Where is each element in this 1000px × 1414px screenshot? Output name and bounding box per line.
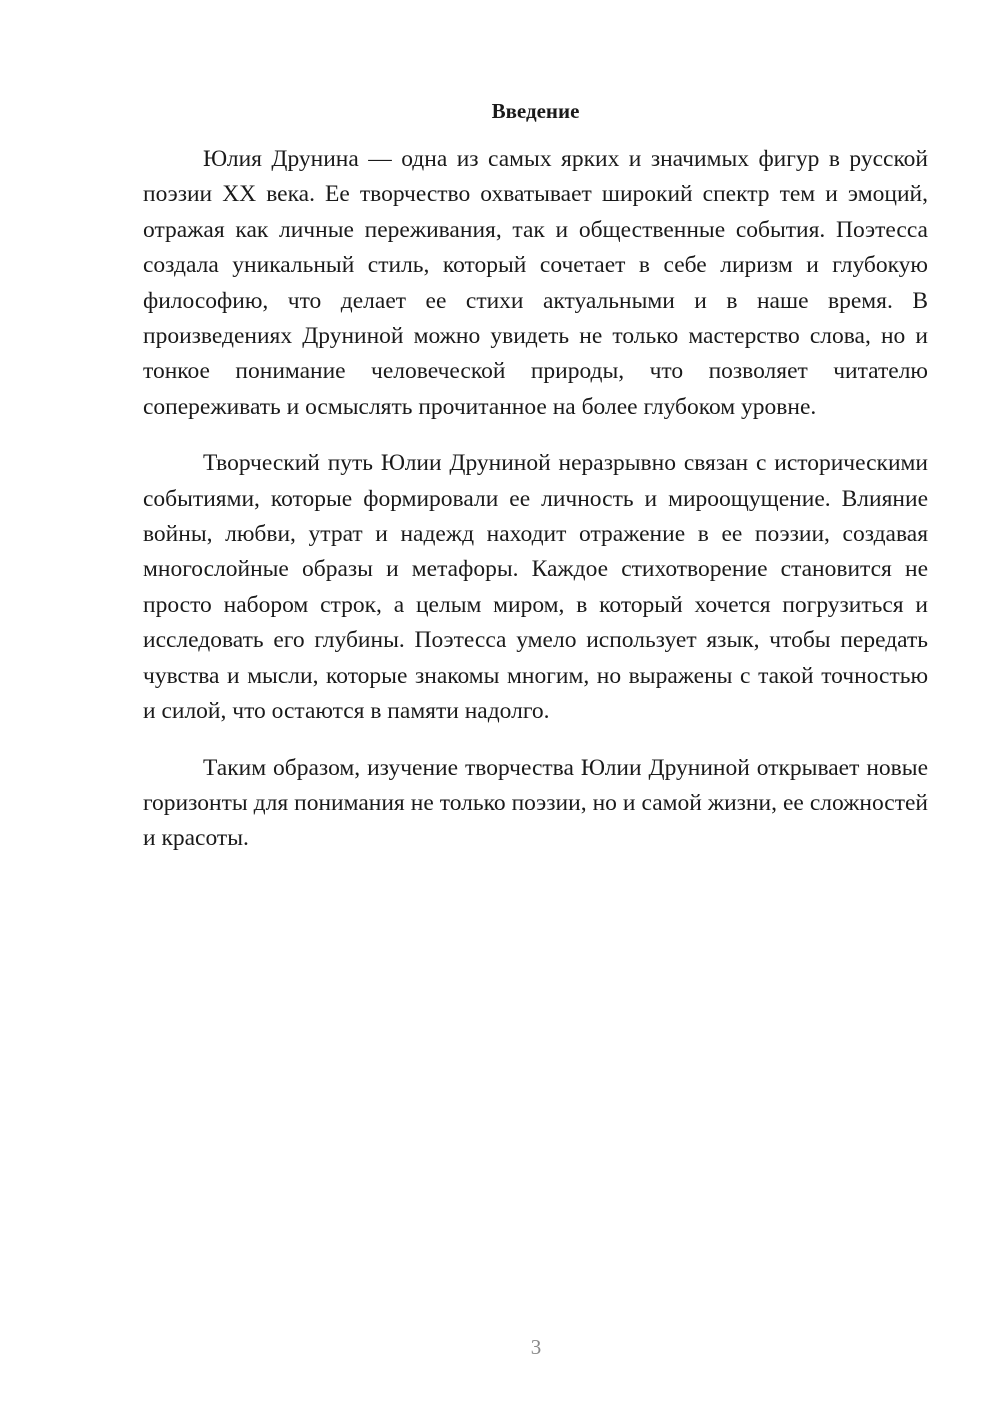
- paragraph-3: Таким образом, изучение творчества Юлии Друниной открывает новые горизонты для понимания не только поэзии, но и самой жизни, ее сложностей и красоты.: [143, 754, 928, 852]
- paragraph-1: Юлия Друнина — одна из самых ярких и значимых фигур в русской поэзии XX века. Ее творчество охватывает широкий спектр тем и эмоций, отражая как личные переживания, так и общественные события. Поэтесса создала уникальный стиль, который сочетает в себе лиризм и глубокую философию, что делает ее стихи актуальными и в наше время. В произведениях Друниной можно увидеть не только мастерство слова, но и тонкое понимание человеческой природы, что позволяет читателю сопереживать и осмыслять прочитанное на более глубоком уровне.: [143, 146, 928, 420]
- paragraph-2: Творческий путь Юлии Друниной неразрывно связан с историческими событиями, которые формировали ее личность и мироощущение. Влияние войны, любви, утрат и надежд находит отражение в ее поэзии, создавая многослойные образы и метафоры. Каждое стихотворение становится не просто набором строк, а целым миром, в который хочется погрузиться и исследовать его глубины. Поэтесса умело использует язык, чтобы передать чувства и мысли, которые знакомы многим, но выражены с такой точностью и силой, что остаются в памяти надолго.: [143, 450, 928, 725]
- section-heading: Введение: [491, 99, 580, 123]
- document-body: [143, 142, 928, 878]
- page-number: 3: [530, 1335, 542, 1359]
